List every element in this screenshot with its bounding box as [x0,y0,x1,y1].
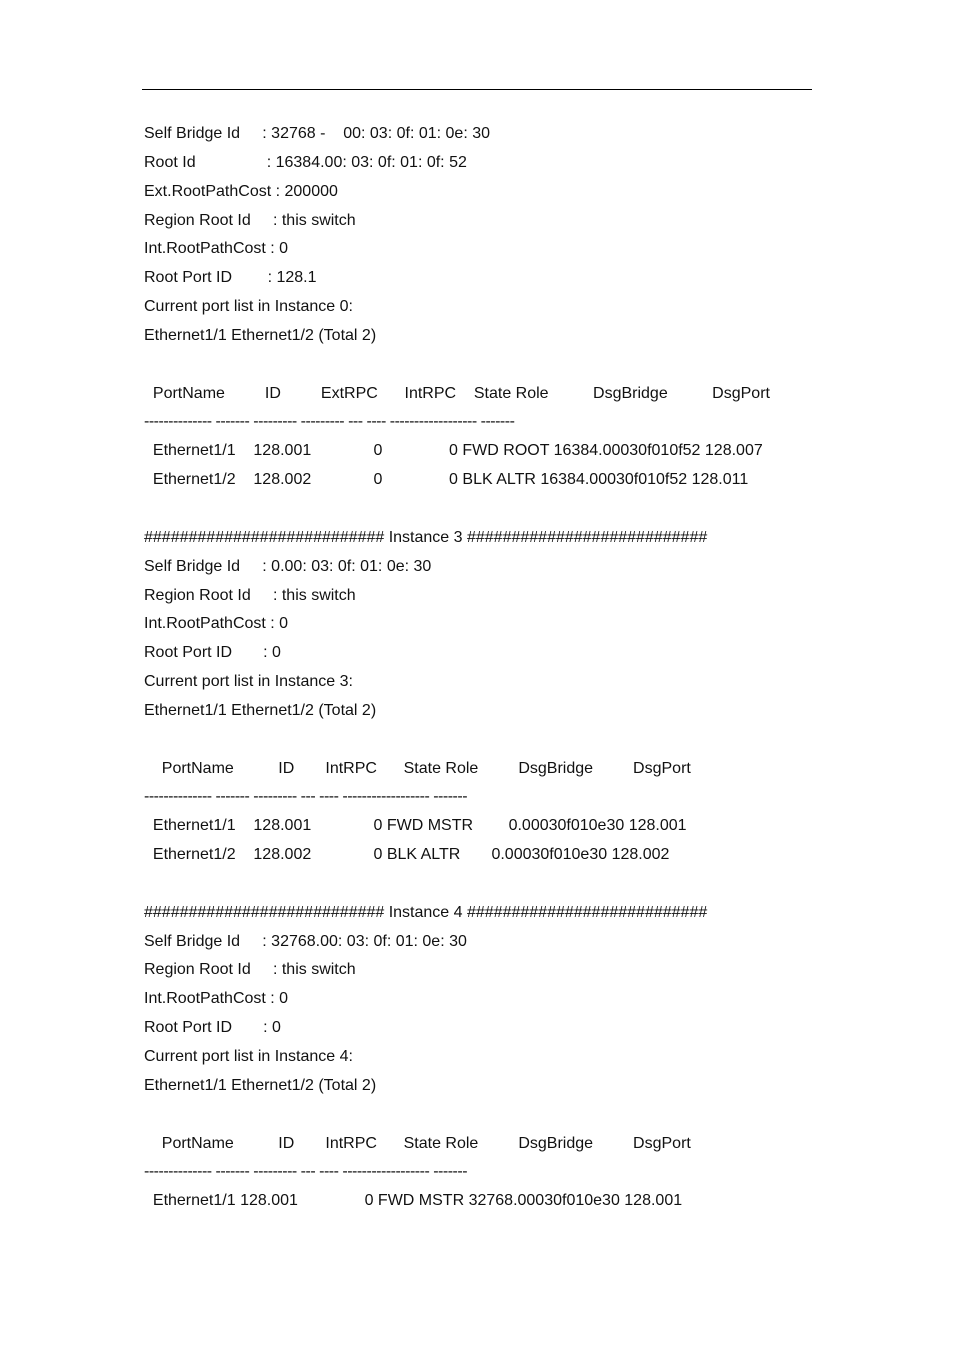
table-row: Ethernet1/1 128.001 0 0 FWD ROOT 16384.00030f010f52 128.007 [144,442,763,460]
port-table-separator: -------------- ------- --------- --- ---- ------------------ ------- [144,1163,468,1181]
self-bridge-id: Self Bridge Id : 32768.00: 03: 0f: 01: 0e: 30 [144,932,467,950]
table-row: Ethernet1/2 128.002 0 0 BLK ALTR 16384.00030f010f52 128.011 [144,471,749,489]
region-root-id: Region Root Id : this switch [144,586,356,604]
port-table-header: PortName ID IntRPC State Role DsgBridge DsgPort [144,1134,691,1152]
root-port-id: Root Port ID : 0 [144,644,281,662]
ext-root-path-cost: Ext.RootPathCost : 200000 [144,182,338,200]
table-row: Ethernet1/1 128.001 0 FWD MSTR 0.00030f010e30 128.001 [144,817,687,835]
self-bridge-id: Self Bridge Id : 0.00: 03: 0f: 01: 0e: 30 [144,557,432,575]
instance-banner: ########################### Instance 4 ########################### [144,903,708,921]
self-bridge-id: Self Bridge Id : 32768 - 00: 03: 0f: 01: 0e: 30 [144,125,490,142]
table-row: Ethernet1/1 128.001 0 FWD MSTR 32768.00030f010e30 128.001 [144,1192,683,1210]
root-port-id: Root Port ID : 128.1 [144,269,317,287]
header-rule [142,89,812,90]
port-table-separator: -------------- ------- --------- --------- --- ---- ------------------ ------- [144,413,515,431]
port-list-heading: Current port list in Instance 0: [144,298,353,316]
int-root-path-cost: Int.RootPathCost : 0 [144,615,289,633]
table-row: Ethernet1/2 128.002 0 BLK ALTR 0.00030f010e30 128.002 [144,846,670,864]
document-body [144,120,824,1216]
port-list: Ethernet1/1 Ethernet1/2 (Total 2) [144,1076,377,1094]
int-root-path-cost: Int.RootPathCost : 0 [144,990,289,1008]
instance-4-section [144,899,824,1216]
port-table-header: PortName ID IntRPC State Role DsgBridge DsgPort [144,759,691,777]
port-list: Ethernet1/1 Ethernet1/2 (Total 2) [144,326,377,344]
port-list: Ethernet1/1 Ethernet1/2 (Total 2) [144,701,377,719]
instance-banner: ########################### Instance 3 ########################### [144,528,708,546]
port-list-heading: Current port list in Instance 3: [144,673,353,691]
port-table-header: PortName ID ExtRPC IntRPC State Role DsgBridge DsgPort [144,384,770,402]
root-port-id: Root Port ID : 0 [144,1019,281,1037]
region-root-id: Region Root Id : this switch [144,211,356,229]
port-list-heading: Current port list in Instance 4: [144,1048,353,1065]
int-root-path-cost: Int.RootPathCost : 0 [144,240,289,258]
instance-3-section [144,524,824,899]
port-table-separator: -------------- ------- --------- --- ---- ------------------ ------- [144,788,468,806]
region-root-id: Region Root Id : this switch [144,961,356,979]
root-id: Root Id : 16384.00: 03: 0f: 01: 0f: 52 [144,153,467,171]
instance-0-section [144,120,824,524]
